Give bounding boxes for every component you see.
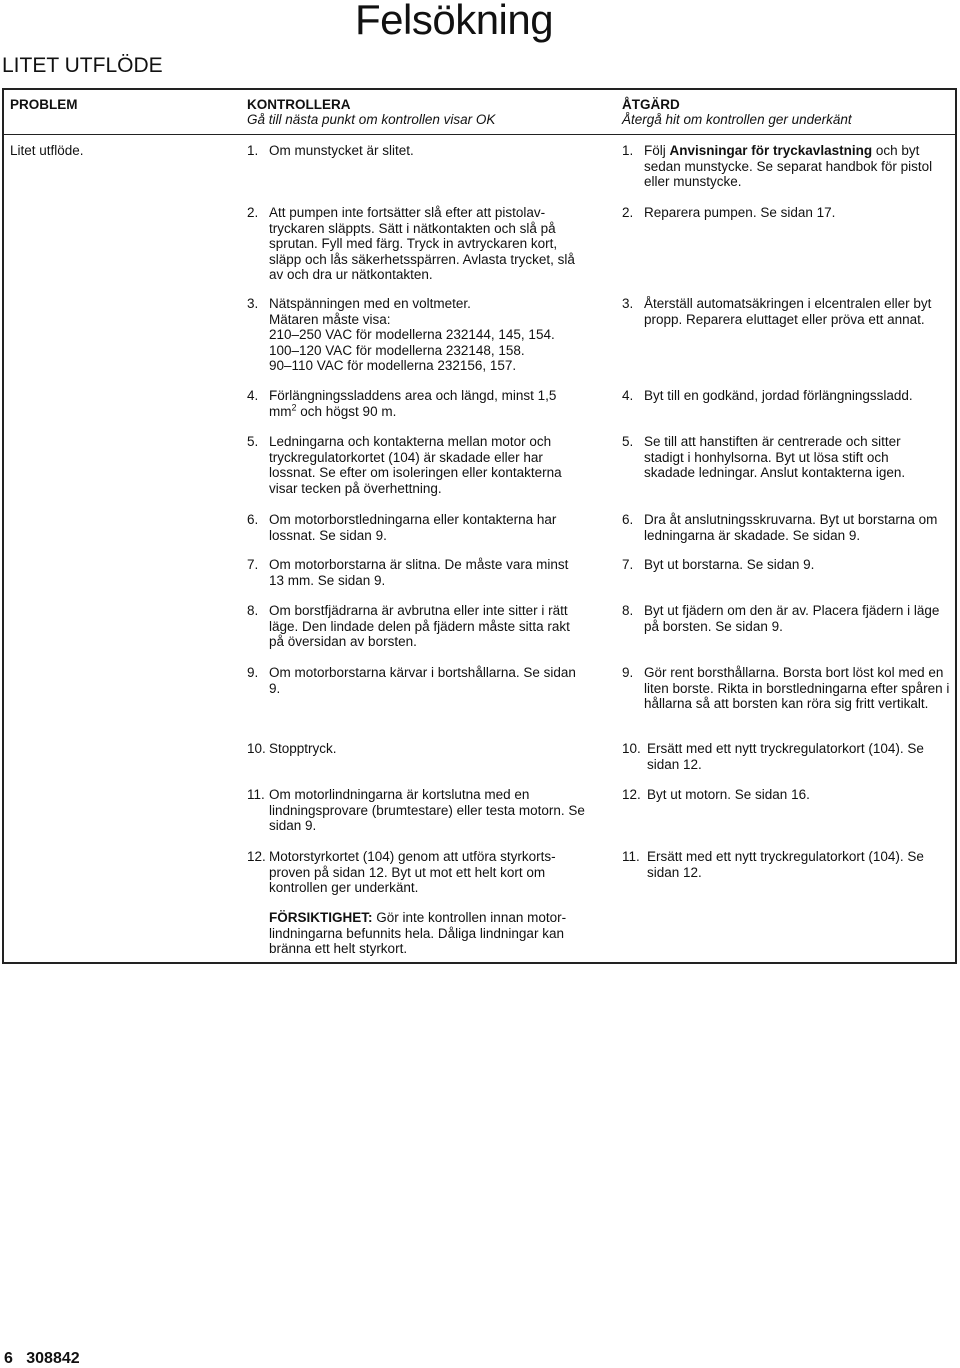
action-number: 8.: [622, 603, 634, 618]
action-text-bold: Anvisningar för tryckavlastning: [669, 143, 873, 158]
check-item-7: [247, 557, 587, 588]
action-item-5: [622, 434, 932, 481]
action-text: Gör rent borsthållarna. Borsta bort löst kol med en liten borste. Rikta in borstledningarna efter spåren i hållarna så att borsten kan röra sig fritt vertikalt.: [644, 665, 950, 711]
check-text: Om motorborstarna kärvar i bortshållarna. Se sidan 9.: [269, 665, 576, 696]
action-number: 9.: [622, 665, 634, 680]
header-check: [247, 97, 607, 127]
header-check-label: KONTROLLERA: [247, 97, 351, 112]
check-text: Om motorborstarna är slitna. De måste vara minst 13 mm. Se sidan 9.: [269, 557, 569, 588]
caution-note: [247, 910, 587, 957]
check-number: 12.: [247, 849, 266, 864]
check-text: [269, 388, 577, 419]
check-text-part: och högst 90 m.: [296, 403, 397, 419]
check-text: Ledningarna och kontakterna mellan motor och tryckregulatorkortet (104) är skadade eller har lossnat. Se efter om isoleringen eller kontakterna visar tecken på överhettning.: [269, 434, 562, 496]
check-number: 5.: [247, 434, 259, 449]
action-item-7: [622, 557, 950, 573]
action-item-8: [622, 603, 950, 634]
check-number: 2.: [247, 205, 259, 220]
page-title: Felsökning: [355, 0, 554, 43]
action-number: 1.: [622, 143, 634, 158]
check-text-line: 90–110 VAC för modellerna 232156, 157.: [269, 358, 517, 373]
check-text: Om borstfjädrarna är avbrutna eller inte sitter i rätt läge. Den lindade delen på fjädern måste sitta rakt på översidan av borsten.: [269, 603, 570, 649]
action-text-part: Följ: [644, 143, 670, 158]
action-item-6: [622, 512, 950, 543]
check-item-11: [247, 787, 587, 834]
check-item-1: [247, 143, 587, 159]
check-text-line: Mätaren måste visa:: [269, 311, 391, 327]
page-footer: [4, 1350, 80, 1368]
check-number: 1.: [247, 143, 259, 158]
action-item-1: [622, 143, 950, 190]
action-item-9: [622, 665, 950, 712]
problem-text: Litet utflöde.: [10, 143, 84, 158]
action-text: Ersätt med ett nytt tryckregulatorkort (104). Se sidan 12.: [647, 741, 924, 772]
header-problem: [10, 97, 78, 112]
check-text-line: 210–250 VAC för modellerna 232144, 145, 154.: [269, 327, 555, 342]
action-text: Ersätt med ett nytt tryckregulatorkort (104). Se sidan 12.: [647, 849, 924, 880]
check-item-6: [247, 512, 587, 543]
check-item-3: [247, 296, 587, 374]
check-number: 10.: [247, 741, 266, 756]
header-problem-label: PROBLEM: [10, 97, 78, 112]
check-item-2: [247, 205, 587, 283]
action-text: Reparera pumpen. Se sidan 17.: [644, 205, 836, 220]
check-text-part: Förlängningssladdens area och längd, minst 1,5 mm: [269, 388, 557, 419]
action-text-part: och byt sedan munstycke. Se separat handbok för pistol eller munstycke.: [644, 143, 933, 189]
check-item-9: [247, 665, 587, 696]
check-number: 6.: [247, 512, 259, 527]
check-text: Att pumpen inte fortsätter slå efter att pistolav-tryckaren släppts. Sätt i nätkontakten och slå på sprutan. Fyll med färg. Tryck in avtryckaren kort, släpp och lås säkerhetsspärren. Avlasta trycket, slå av och dra ur nätkontakten.: [269, 205, 575, 282]
action-item-4: [622, 388, 952, 404]
check-text: Om motorlindningarna är kortslutna med en lindningsprovare (brumtestare) eller testa motorn. Se sidan 9.: [269, 787, 585, 833]
action-item-11: [622, 849, 950, 880]
action-text: [644, 143, 950, 190]
action-text: Byt ut fjädern om den är av. Placera fjädern i läge på borsten. Se sidan 9.: [644, 603, 940, 634]
action-item-10: [622, 741, 950, 772]
section-title: LITET UTFLÖDE: [2, 54, 163, 77]
action-text: Byt till en godkänd, jordad förlängningssladd.: [644, 388, 913, 403]
action-text: Byt ut motorn. Se sidan 16.: [647, 787, 810, 802]
header-check-subtitle: Gå till nästa punkt om kontrollen visar OK: [247, 112, 496, 127]
check-item-5: [247, 434, 587, 496]
caution-text: [269, 910, 587, 957]
check-number: 11.: [247, 787, 265, 802]
action-number: 4.: [622, 388, 634, 403]
check-number: 7.: [247, 557, 259, 572]
action-item-2: [622, 205, 950, 221]
action-number: 12.: [622, 787, 641, 802]
check-text: Om munstycket är slitet.: [269, 143, 414, 158]
header-divider: [2, 134, 957, 135]
check-number: 9.: [247, 665, 259, 680]
action-number: 6.: [622, 512, 634, 527]
check-text: Om motorborstledningarna eller kontakterna har lossnat. Se sidan 9.: [269, 512, 557, 543]
action-number: 10.: [622, 741, 641, 756]
header-action-subtitle: Återgå hit om kontrollen ger underkänt: [622, 112, 852, 127]
check-number: 4.: [247, 388, 259, 403]
header-action: [622, 97, 952, 127]
action-item-12: [622, 787, 950, 803]
action-number: 5.: [622, 434, 634, 449]
action-number: 3.: [622, 296, 634, 311]
check-item-8: [247, 603, 587, 650]
check-text-line: 100–120 VAC för modellerna 232148, 158.: [269, 342, 525, 358]
action-text: Återställ automatsäkringen i elcentralen eller byt propp. Reparera eluttaget eller pröva ett annat.: [644, 296, 932, 327]
check-text-line: Nätspänningen med en voltmeter.: [269, 296, 471, 311]
check-item-12: [247, 849, 587, 896]
action-text: Byt ut borstarna. Se sidan 9.: [644, 557, 815, 572]
action-text: Se till att hanstiften är centrerade och sitter stadigt i honhylsorna. Byt ut lösa stift och skadade ledningar. Anslut kontakterna igen.: [644, 434, 906, 480]
action-number: 11.: [622, 849, 640, 864]
check-number: 8.: [247, 603, 259, 618]
header-action-label: ÅTGÄRD: [622, 97, 680, 112]
check-item-4: [247, 388, 577, 419]
superscript: 2: [291, 402, 297, 412]
page-number: 6: [4, 1350, 13, 1367]
check-text: Motorstyrkortet (104) genom att utföra styrkorts-proven på sidan 12. Byt ut mot ett helt kort om kontrollen ger underkänt.: [269, 849, 556, 895]
caution-label: FÖRSIKTIGHET:: [269, 910, 373, 925]
check-item-10: [247, 741, 587, 757]
action-item-3: [622, 296, 952, 327]
action-number: 2.: [622, 205, 634, 220]
action-number: 7.: [622, 557, 634, 572]
document-number: 308842: [26, 1350, 80, 1367]
caution-body: Gör inte kontrollen innan motor-lindningarna befunnits hela. Dåliga lindningar kan bränna ett helt styrkort.: [269, 910, 567, 956]
action-text: Dra åt anslutningsskruvarna. Byt ut borstarna om ledningarna är skadade. Se sidan 9.: [644, 512, 938, 543]
check-number: 3.: [247, 296, 259, 311]
check-text: Stopptryck.: [269, 741, 337, 756]
